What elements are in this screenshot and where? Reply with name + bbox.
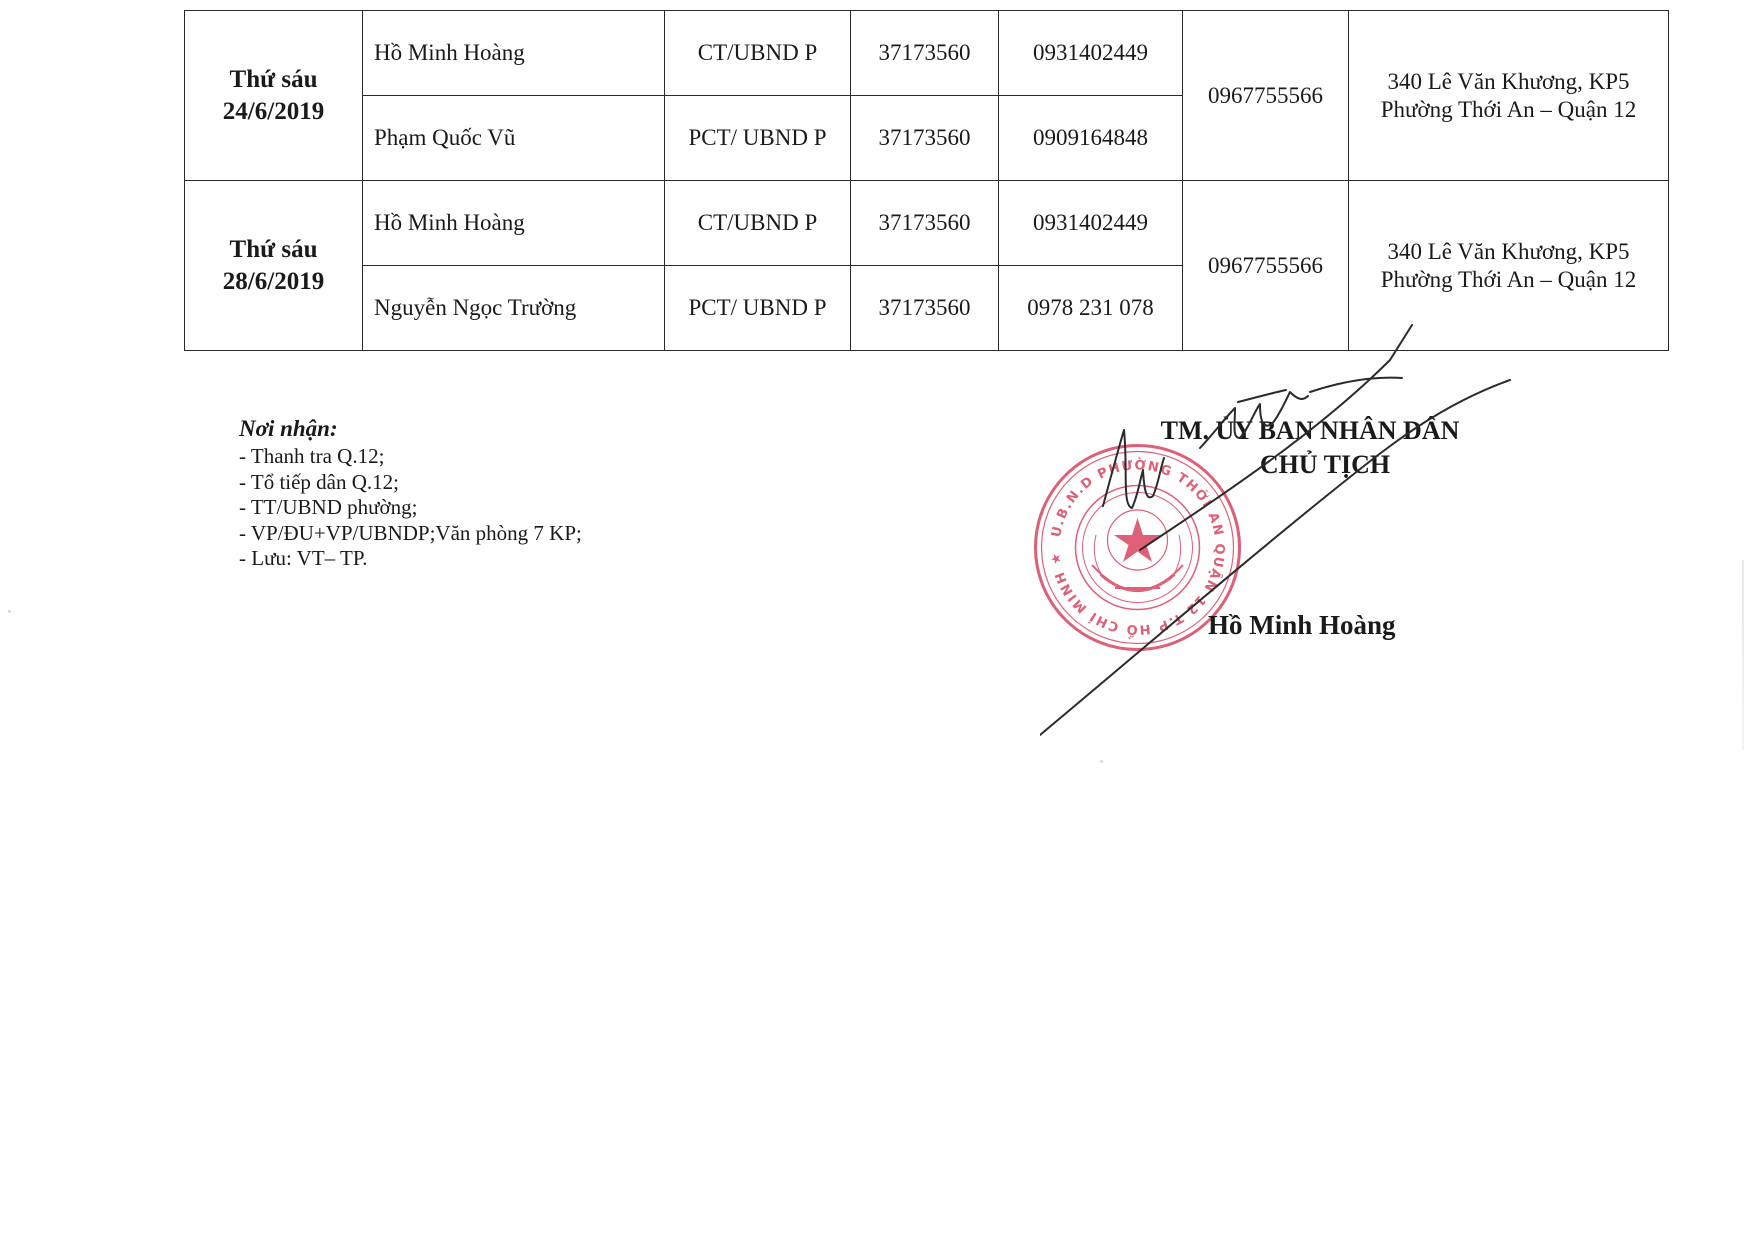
address-cell — [1349, 11, 1669, 181]
address-line: 340 Lê Văn Khương, KP5 — [1387, 238, 1630, 264]
recipient-item: - Thanh tra Q.12; — [239, 444, 385, 468]
scan-artifact — [8, 610, 11, 613]
signing-role: CHỦ TỊCH — [1259, 450, 1391, 479]
signing-organization: TM. ỦY BAN NHÂN DÂN — [1160, 416, 1460, 445]
recipient-item: - TT/UBND phường; — [239, 495, 418, 519]
signer-name: Hồ Minh Hoàng — [1208, 610, 1396, 640]
officer-name: Hồ Minh Hoàng — [363, 181, 665, 266]
day-name: Thứ sáu — [229, 235, 318, 263]
recipients-title: Nơi nhận: — [239, 416, 338, 441]
mobile-phone: 0978 231 078 — [999, 266, 1183, 351]
address-line: Phường Thới An – Quận 12 — [1380, 266, 1637, 292]
mobile-phone: 0909164848 — [999, 96, 1183, 181]
scan-artifact — [1742, 560, 1744, 750]
day-cell — [185, 181, 363, 351]
handwritten-signature — [1040, 320, 1560, 740]
recipients-block — [239, 414, 582, 572]
day-name: Thứ sáu — [229, 65, 318, 93]
table-row — [185, 181, 1669, 266]
address-line: Phường Thới An – Quận 12 — [1380, 96, 1637, 122]
mobile-phone: 0931402449 — [999, 181, 1183, 266]
hotline: 0967755566 — [1183, 11, 1349, 181]
office-phone: 37173560 — [851, 96, 999, 181]
day-date: 28/6/2019 — [222, 267, 325, 295]
officer-name: Phạm Quốc Vũ — [363, 96, 665, 181]
table-row — [185, 11, 1669, 96]
officer-name: Nguyễn Ngọc Trường — [363, 266, 665, 351]
scan-artifact — [1100, 760, 1103, 763]
officer-position: CT/UBND P — [665, 181, 851, 266]
hotline: 0967755566 — [1183, 181, 1349, 351]
mobile-phone: 0931402449 — [999, 11, 1183, 96]
officer-position: PCT/ UBND P — [665, 266, 851, 351]
recipient-item: - Tổ tiếp dân Q.12; — [239, 469, 400, 494]
duty-schedule-table — [184, 10, 1669, 351]
officer-position: PCT/ UBND P — [665, 96, 851, 181]
recipient-item: - Lưu: VT– TP. — [239, 546, 368, 570]
office-phone: 37173560 — [851, 181, 999, 266]
office-phone: 37173560 — [851, 11, 999, 96]
day-date: 24/6/2019 — [222, 97, 325, 125]
officer-name: Hồ Minh Hoàng — [363, 11, 665, 96]
address-line: 340 Lê Văn Khương, KP5 — [1387, 68, 1630, 94]
recipient-item: - VP/ĐU+VP/UBNDP;Văn phòng 7 KP; — [239, 520, 582, 545]
office-phone: 37173560 — [851, 266, 999, 351]
day-cell — [185, 11, 363, 181]
officer-position: CT/UBND P — [665, 11, 851, 96]
seal-text: U.B.N.D PHƯỜNG THỚI AN QUẬN 12 T.P HỒ CHÍ MINH ★ — [1048, 458, 1227, 637]
